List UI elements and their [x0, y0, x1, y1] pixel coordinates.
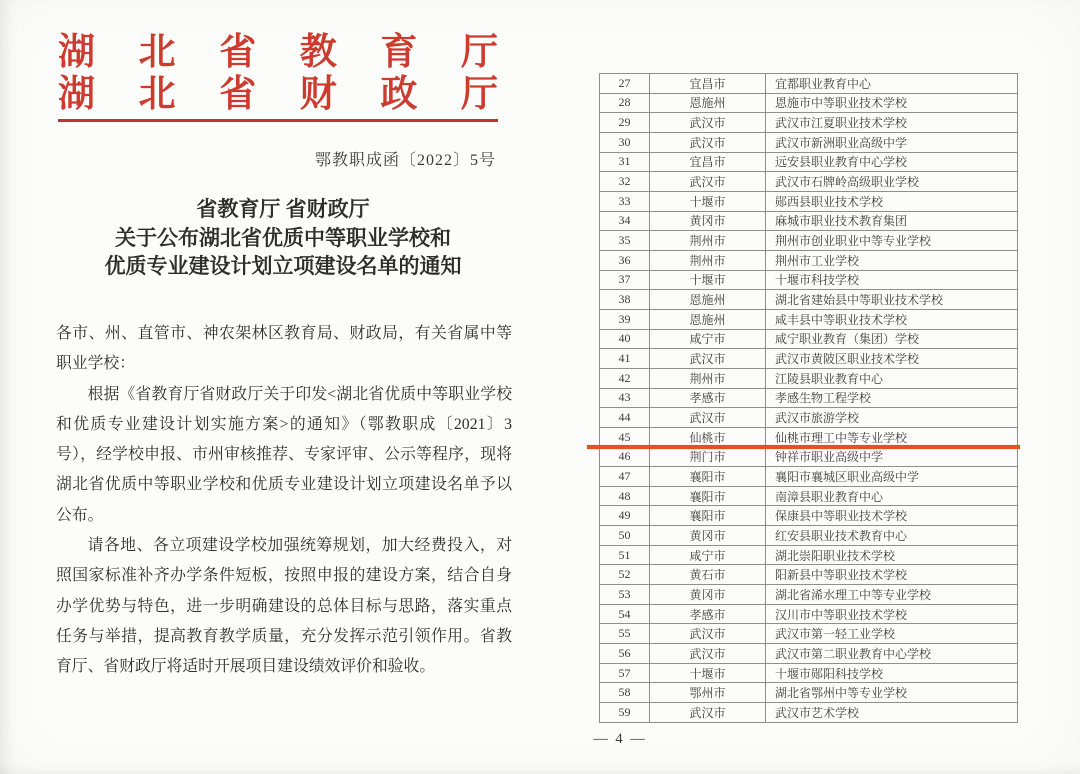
- row-number-cell: 56: [600, 644, 650, 664]
- row-number-cell: 44: [600, 408, 650, 428]
- city-cell: 咸宁市: [650, 329, 766, 349]
- city-cell: 黄冈市: [650, 211, 766, 231]
- row-number-cell: 58: [600, 683, 650, 703]
- table-row: [600, 663, 1018, 683]
- row-number-cell: 57: [600, 663, 650, 683]
- city-cell: 仙桃市: [650, 427, 766, 447]
- document-number: 鄂教职成函〔2022〕5号: [314, 152, 496, 169]
- school-name-cell: 江陵县职业教育中心: [766, 368, 1018, 388]
- city-cell: 武汉市: [650, 408, 766, 428]
- school-list-table: [599, 73, 1018, 723]
- city-cell: 黄冈市: [650, 585, 766, 605]
- row-number-cell: 33: [600, 191, 650, 211]
- city-cell: 武汉市: [650, 644, 766, 664]
- school-name-cell: 郧西县职业技术学校: [766, 191, 1018, 211]
- school-name-cell: 麻城市职业技术教育集团: [766, 211, 1018, 231]
- city-cell: 恩施州: [650, 290, 766, 310]
- school-name-cell: 武汉市艺术学校: [766, 703, 1018, 723]
- school-name-cell: 汉川市中等职业技术学校: [766, 604, 1018, 624]
- school-name-cell: 红安县职业技术教育中心: [766, 526, 1018, 546]
- row-number-cell: 36: [600, 250, 650, 270]
- table-row: [600, 290, 1018, 310]
- school-table: [599, 73, 1018, 723]
- school-name-cell: 仙桃市理工中等专业学校: [766, 427, 1018, 447]
- row-number-cell: 29: [600, 113, 650, 133]
- school-name-cell: 咸丰县中等职业技术学校: [766, 309, 1018, 329]
- salutation: 各市、州、直管市、神农架林区教育局、财政局，有关省属中等职业学校：: [56, 325, 512, 373]
- city-cell: 黄石市: [650, 565, 766, 585]
- notice-body: [56, 319, 512, 683]
- row-number-cell: 43: [600, 388, 650, 408]
- school-name-cell: 湖北省鄂州中等专业学校: [766, 683, 1018, 703]
- city-cell: 十堰市: [650, 191, 766, 211]
- city-cell: 襄阳市: [650, 486, 766, 506]
- city-cell: 荆州市: [650, 368, 766, 388]
- city-cell: 孝感市: [650, 388, 766, 408]
- table-row: [600, 132, 1018, 152]
- row-number-cell: 32: [600, 172, 650, 192]
- school-name-cell: 恩施市中等职业技术学校: [766, 93, 1018, 113]
- row-number-cell: 49: [600, 506, 650, 526]
- row-number-cell: 37: [600, 270, 650, 290]
- row-number-cell: 40: [600, 329, 650, 349]
- row-number-cell: 27: [600, 74, 650, 94]
- table-row: [600, 349, 1018, 369]
- city-cell: 荆州市: [650, 231, 766, 251]
- row-number-cell: 42: [600, 368, 650, 388]
- agency-name-line2: 湖北省财政厅: [58, 74, 498, 115]
- city-cell: 襄阳市: [650, 467, 766, 487]
- table-row: [600, 585, 1018, 605]
- school-name-cell: 湖北省建始县中等职业技术学校: [766, 290, 1018, 310]
- city-cell: 武汉市: [650, 703, 766, 723]
- row-number-cell: 30: [600, 132, 650, 152]
- row-number-cell: 41: [600, 349, 650, 369]
- notice-title-line3: 优质专业建设计划立项建设名单的通知: [104, 254, 462, 278]
- row-number-cell: 39: [600, 309, 650, 329]
- city-cell: 鄂州市: [650, 683, 766, 703]
- school-name-cell: 宜都职业教育中心: [766, 74, 1018, 94]
- school-name-cell: 武汉市旅游学校: [766, 408, 1018, 428]
- table-row: [600, 93, 1018, 113]
- table-row: [600, 329, 1018, 349]
- row-number-cell: 54: [600, 604, 650, 624]
- table-row: [600, 172, 1018, 192]
- table-row: [600, 683, 1018, 703]
- notice-title: [54, 195, 512, 281]
- city-cell: 十堰市: [650, 270, 766, 290]
- school-table-body: [600, 74, 1018, 723]
- row-number-cell: 31: [600, 152, 650, 172]
- school-name-cell: 十堰市科技学校: [766, 270, 1018, 290]
- city-cell: 十堰市: [650, 663, 766, 683]
- school-name-cell: 武汉市第一轻工业学校: [766, 624, 1018, 644]
- school-name-cell: 保康县中等职业技术学校: [766, 506, 1018, 526]
- notice-title-line2: 关于公布湖北省优质中等职业学校和: [115, 225, 451, 250]
- row-number-cell: 28: [600, 93, 650, 113]
- school-name-cell: 南漳县职业教育中心: [766, 486, 1018, 506]
- city-cell: 宜昌市: [650, 74, 766, 94]
- table-row: [600, 113, 1018, 133]
- city-cell: 襄阳市: [650, 506, 766, 526]
- school-name-cell: 孝感生物工程学校: [766, 388, 1018, 408]
- school-name-cell: 阳新县中等职业技术学校: [766, 565, 1018, 585]
- school-name-cell: 荆州市创业职业中等专业学校: [766, 231, 1018, 251]
- school-name-cell: 湖北崇阳职业技术学校: [766, 545, 1018, 565]
- city-cell: 武汉市: [650, 624, 766, 644]
- table-row: [600, 447, 1018, 467]
- row-number-cell: 52: [600, 565, 650, 585]
- row-number-cell: 35: [600, 231, 650, 251]
- school-name-cell: 武汉市石牌岭高级职业学校: [766, 172, 1018, 192]
- school-name-cell: 远安县职业教育中心学校: [766, 152, 1018, 172]
- table-row: [600, 231, 1018, 251]
- city-cell: 咸宁市: [650, 545, 766, 565]
- table-row: [600, 309, 1018, 329]
- table-row: [600, 545, 1018, 565]
- city-cell: 孝感市: [650, 604, 766, 624]
- school-name-cell: 武汉市江夏职业技术学校: [766, 113, 1018, 133]
- city-cell: 黄冈市: [650, 526, 766, 546]
- city-cell: 荆门市: [650, 447, 766, 467]
- table-row: [600, 388, 1018, 408]
- table-row: [600, 486, 1018, 506]
- table-row: [600, 506, 1018, 526]
- row-number-cell: 48: [600, 486, 650, 506]
- row-number-cell: 47: [600, 467, 650, 487]
- row-number-cell: 51: [600, 545, 650, 565]
- city-cell: 宜昌市: [650, 152, 766, 172]
- table-row: [600, 703, 1018, 723]
- school-name-cell: 十堰市郧阳科技学校: [766, 663, 1018, 683]
- school-name-cell: 咸宁职业教育（集团）学校: [766, 329, 1018, 349]
- table-row: [600, 644, 1018, 664]
- body-paragraph-2: 请各地、各立项建设学校加强统筹规划，加大经费投入，对照国家标准补齐办学条件短板，按照申报的建设方案，结合自身办学优势与特色，进一步明确建设的总体目标与思路，落实重点任务与举措，提高教育教学质量，充分发挥示范引领作用。省教育厅、省财政厅将适时开展项目建设绩效评价和验收。: [56, 537, 512, 676]
- row-number-cell: 38: [600, 290, 650, 310]
- school-name-cell: 武汉市新洲职业高级中学: [766, 132, 1018, 152]
- school-name-cell: 武汉市第二职业教育中心学校: [766, 644, 1018, 664]
- table-row: [600, 368, 1018, 388]
- school-name-cell: 武汉市黄陂区职业技术学校: [766, 349, 1018, 369]
- city-cell: 武汉市: [650, 132, 766, 152]
- school-name-cell: 荆州市工业学校: [766, 250, 1018, 270]
- city-cell: 武汉市: [650, 172, 766, 192]
- agency-header: [58, 32, 498, 116]
- row-number-cell: 55: [600, 624, 650, 644]
- city-cell: 恩施州: [650, 93, 766, 113]
- notice-title-line1: 省教育厅 省财政厅: [196, 197, 370, 221]
- table-row: [600, 270, 1018, 290]
- school-name-cell: 钟祥市职业高级中学: [766, 447, 1018, 467]
- header-divider-rule: [58, 119, 498, 122]
- body-paragraph-1: 根据《省教育厅省财政厅关于印发<湖北省优质中等职业学校和优质专业建设计划实施方案>的通知》（鄂教职成〔2021〕3号），经学校申报、市州审核推荐、专家评审、公示等程序，现将湖北省优质中等职业学校和优质专业建设计划立项建设名单予以公布。: [56, 385, 512, 524]
- table-row: [600, 408, 1018, 428]
- highlight-underline: [587, 445, 1020, 449]
- agency-name-line1: 湖北省教育厅: [58, 32, 498, 73]
- row-number-cell: 34: [600, 211, 650, 231]
- school-name-cell: 湖北省浠水理工中等专业学校: [766, 585, 1018, 605]
- table-row: [600, 74, 1018, 94]
- city-cell: 武汉市: [650, 113, 766, 133]
- table-row: [600, 467, 1018, 487]
- school-name-cell: 襄阳市襄城区职业高级中学: [766, 467, 1018, 487]
- city-cell: 恩施州: [650, 309, 766, 329]
- table-row: [600, 152, 1018, 172]
- table-row: [600, 211, 1018, 231]
- table-row: [600, 604, 1018, 624]
- table-row: [600, 526, 1018, 546]
- row-number-cell: 59: [600, 703, 650, 723]
- table-row: [600, 250, 1018, 270]
- table-row: [600, 191, 1018, 211]
- city-cell: 荆州市: [650, 250, 766, 270]
- table-row: [600, 565, 1018, 585]
- table-row: [600, 624, 1018, 644]
- row-number-cell: 46: [600, 447, 650, 467]
- row-number-cell: 50: [600, 526, 650, 546]
- row-number-cell: 45: [600, 427, 650, 447]
- row-number-cell: 53: [600, 585, 650, 605]
- page-number: — 4 —: [593, 731, 647, 747]
- city-cell: 武汉市: [650, 349, 766, 369]
